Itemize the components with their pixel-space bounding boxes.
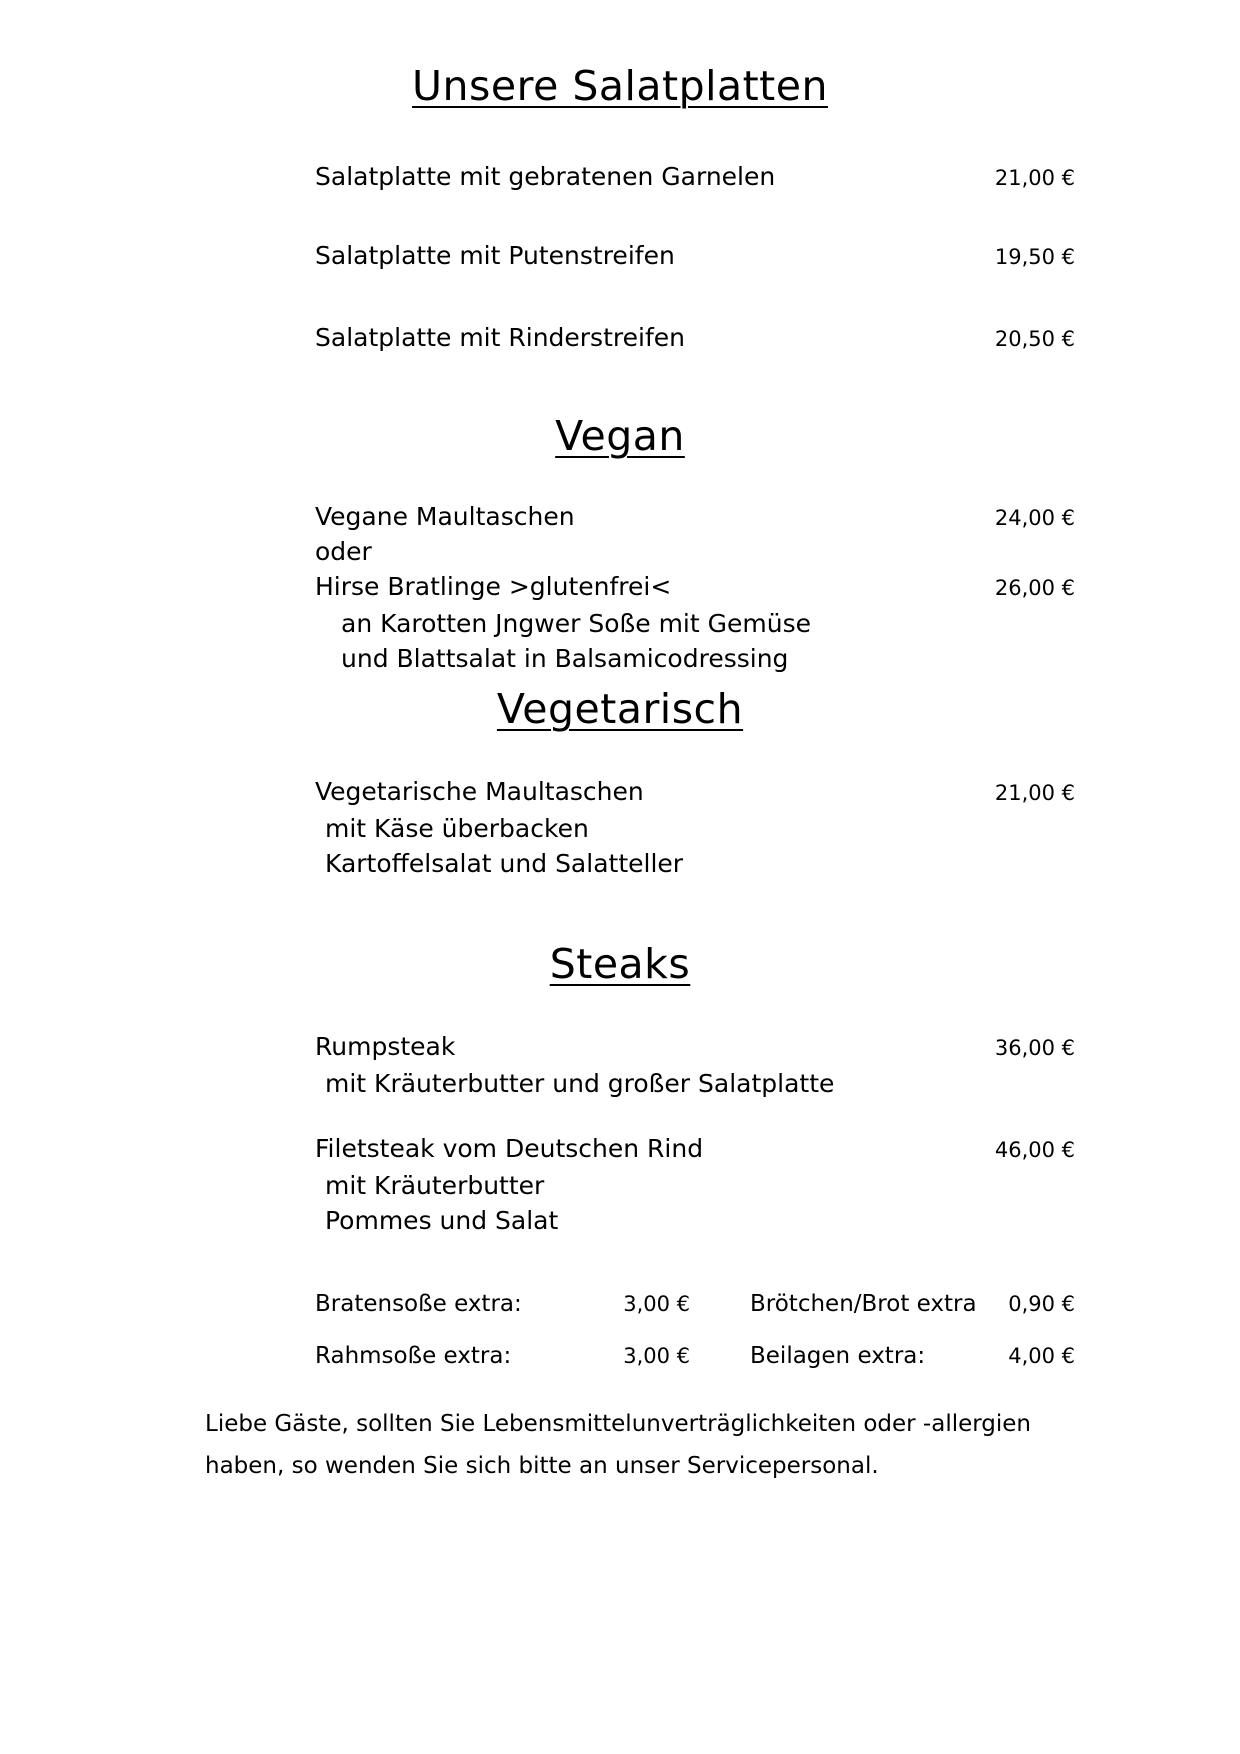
section-items-steaks bbox=[165, 1032, 1075, 1235]
menu-item-row bbox=[315, 1032, 1075, 1061]
menu-item-name: Salatplatte mit Rinderstreifen bbox=[315, 323, 685, 352]
menu-item-description: Kartoffelsalat und Salatteller bbox=[325, 849, 684, 878]
section-title-salatplatten-text: Unsere Salatplatten bbox=[412, 62, 828, 110]
menu-item-name: Vegane Maultaschen bbox=[315, 502, 575, 531]
menu-item-row bbox=[315, 162, 1075, 191]
menu-item-price: 36,00 € bbox=[994, 1036, 1075, 1060]
menu-item-description: mit Kräuterbutter bbox=[325, 1171, 545, 1200]
extras-price-right: 0,90 € bbox=[1008, 1292, 1075, 1316]
extras-row bbox=[315, 1343, 1075, 1369]
section-items-salatplatten bbox=[165, 162, 1075, 352]
menu-item-row bbox=[315, 1134, 1075, 1163]
extras-price-left: 3,00 € bbox=[623, 1344, 690, 1368]
extras-label-left: Bratensoße extra: bbox=[315, 1291, 522, 1317]
menu-item-description: mit Käse überbacken bbox=[325, 814, 589, 843]
section-items-vegetarisch bbox=[165, 777, 1075, 878]
allergy-notice bbox=[120, 1411, 1120, 1479]
section-title-steaks bbox=[0, 940, 1240, 988]
menu-item-description: mit Kräuterbutter und großer Salatplatte bbox=[325, 1069, 835, 1098]
menu-item-description: an Karotten Jngwer Soße mit Gemüse bbox=[341, 609, 811, 638]
extras-price-right: 4,00 € bbox=[1008, 1344, 1075, 1368]
menu-item-price: 24,00 € bbox=[994, 506, 1075, 530]
menu-item-price: 21,00 € bbox=[994, 166, 1075, 190]
menu-item-row bbox=[315, 777, 1075, 806]
menu-item-row bbox=[315, 502, 1075, 531]
extras-row bbox=[315, 1291, 1075, 1317]
menu-item-alternative-label: oder bbox=[315, 537, 372, 566]
section-title-steaks-text: Steaks bbox=[549, 940, 691, 988]
extras-label-left: Rahmsoße extra: bbox=[315, 1343, 512, 1369]
menu-item-name: Salatplatte mit Putenstreifen bbox=[315, 241, 675, 270]
menu-item-description: und Blattsalat in Balsamicodressing bbox=[341, 644, 789, 673]
section-title-salatplatten bbox=[0, 62, 1240, 110]
menu-item-name: Hirse Bratlinge >glutenfrei< bbox=[315, 572, 672, 601]
menu-item-name: Rumpsteak bbox=[315, 1032, 456, 1061]
menu-item-price: 21,00 € bbox=[994, 781, 1075, 805]
extras-table bbox=[165, 1291, 1075, 1369]
menu-item-name: Filetsteak vom Deutschen Rind bbox=[315, 1134, 704, 1163]
menu-item-name: Vegetarische Maultaschen bbox=[315, 777, 644, 806]
section-title-vegetarisch-text: Vegetarisch bbox=[496, 685, 744, 733]
section-title-vegan-text: Vegan bbox=[555, 412, 685, 460]
menu-item-price: 20,50 € bbox=[994, 327, 1075, 351]
allergy-notice-line-2: haben, so wenden Sie sich bitte an unser Servicepersonal. bbox=[205, 1453, 879, 1479]
menu-item-name: Salatplatte mit gebratenen Garnelen bbox=[315, 162, 776, 191]
menu-item-price: 46,00 € bbox=[994, 1138, 1075, 1162]
menu-item-price: 19,50 € bbox=[994, 245, 1075, 269]
menu-item-row bbox=[315, 572, 1075, 601]
menu-item-description: Pommes und Salat bbox=[325, 1206, 559, 1235]
menu-item-row bbox=[315, 323, 1075, 352]
section-items-vegan bbox=[165, 502, 1075, 673]
menu-item-price: 26,00 € bbox=[994, 576, 1075, 600]
extras-price-left: 3,00 € bbox=[623, 1292, 690, 1316]
allergy-notice-line-1: Liebe Gäste, sollten Sie Lebensmittelunverträglichkeiten oder -allergien bbox=[205, 1411, 1032, 1437]
extras-label-right: Beilagen extra: bbox=[750, 1343, 926, 1369]
section-title-vegetarisch bbox=[0, 685, 1240, 733]
section-title-vegan bbox=[0, 412, 1240, 460]
menu-item-row bbox=[315, 241, 1075, 270]
extras-label-right: Brötchen/Brot extra bbox=[750, 1291, 977, 1317]
